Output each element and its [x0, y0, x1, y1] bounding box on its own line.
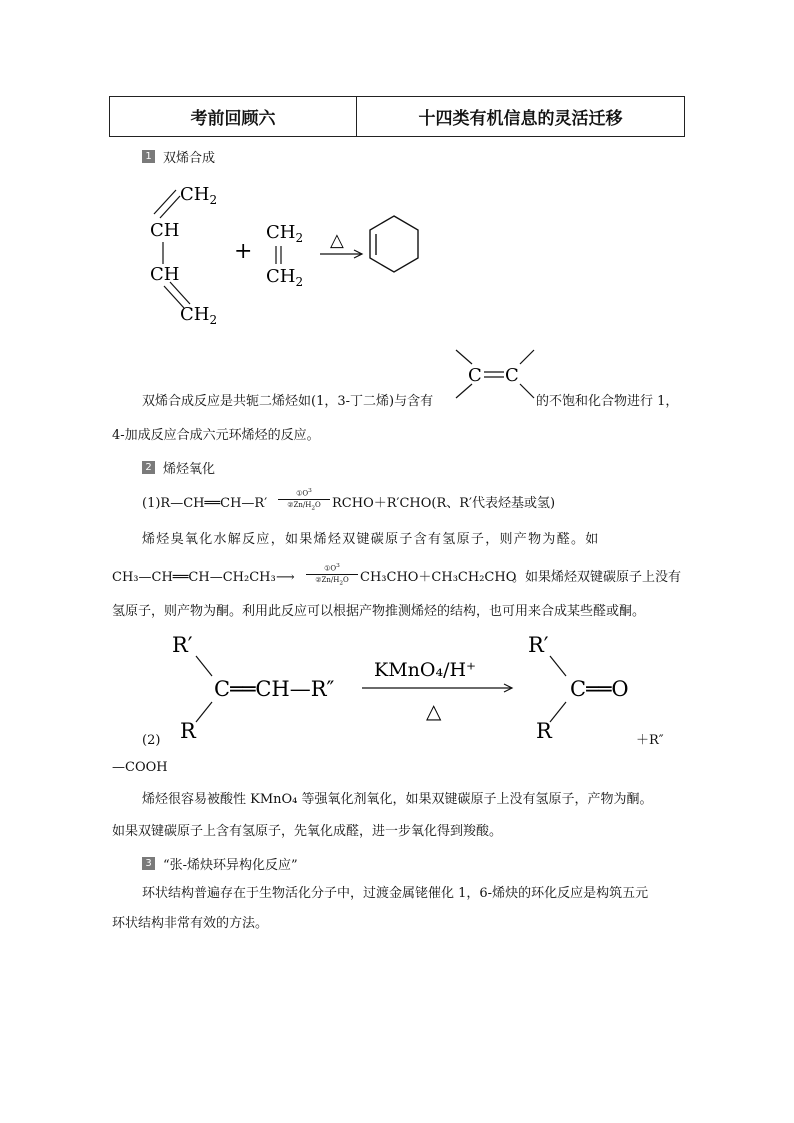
paragraph: 的不饱和化合物进行 1， — [536, 394, 679, 409]
bond-line — [196, 702, 212, 722]
double-bond-line — [154, 190, 176, 214]
bond-line — [456, 384, 472, 398]
diene-ch-1: CH — [150, 220, 180, 241]
equation-label: (2) — [142, 733, 161, 748]
diene-ch2-top: $CH_2$ — [180, 184, 218, 207]
double-bond-line — [170, 282, 190, 304]
bond-line — [520, 384, 534, 398]
equation-2-arrow: ⟶ — [276, 570, 295, 585]
paragraph: 4-加成反应合成六元环烯烃的反应。 — [112, 428, 320, 443]
condition-zinc: ②Zn/$H_2O$ — [287, 501, 321, 512]
r-group: R — [180, 719, 196, 743]
ethene-ch2-top: $CH_2$ — [266, 222, 304, 245]
alkene-carbon-right: C — [505, 365, 519, 386]
paragraph: 双烯合成反应是共轭二烯烃如(1，3-丁二烯)与含有 — [142, 394, 434, 409]
condition-ozone: $①O^3$ — [324, 563, 340, 573]
section-number-badge: 1 — [142, 150, 155, 163]
product-r-group: R — [536, 719, 552, 743]
paragraph: 烯烃臭氧化水解反应，如果烯烃双键碳原子含有氢原子，则产物为醛。如 — [142, 532, 600, 547]
paragraph: 环状结构非常有效的方法。 — [112, 916, 269, 931]
paragraph: 烯烃很容易被酸性 KMnO₄ 等强氧化剂氧化，如果双键碳原子上没有氢原子，产物为酮。 — [142, 792, 653, 807]
ethene-ch2-bottom: $CH_2$ — [266, 266, 304, 289]
condition-ozone: $①O^3$ — [296, 488, 312, 498]
heat-symbol: △ — [330, 230, 344, 251]
condition-zinc: ②Zn/$H_2O$ — [315, 576, 349, 587]
title-table — [109, 96, 685, 137]
equation-1-left: (1)R—CH══CH—R′ — [142, 496, 268, 511]
section-1-heading — [142, 147, 215, 166]
section-2-heading — [142, 458, 215, 477]
equation-2-left: CH₃—CH══CH—CH₂CH₃ — [112, 570, 276, 585]
diels-alder-scheme — [140, 176, 460, 331]
plus-sign: + — [234, 239, 253, 264]
byproduct-group: —COOH — [112, 760, 168, 775]
diene-ch2-bottom: $CH_2$ — [180, 304, 218, 327]
section-number-badge: 2 — [142, 461, 155, 474]
bond-line — [520, 350, 534, 364]
diene-ch-2: CH — [150, 264, 180, 285]
product-r-prime: R′ — [528, 633, 549, 657]
section-title: “张-烯炔环异构化反应” — [163, 858, 298, 873]
reaction-conditions — [278, 487, 330, 514]
alkene-chain: C══CH—R″ — [214, 677, 335, 701]
byproduct-label: ＋R″ — [636, 733, 664, 748]
equation-2-tail: 。如果烯烃双键碳原子上没有 — [512, 570, 682, 585]
bond-line — [550, 702, 566, 722]
condition-arrow — [306, 574, 358, 575]
paragraph: 如果双键碳原子上含有氢原子，先氧化成醛，进一步氧化得到羧酸。 — [112, 824, 503, 839]
paragraph: 环状结构普遍存在于生物活化分子中，过渡金属铑催化 1，6-烯炔的环化反应是构筑五元 — [142, 886, 649, 901]
topic-title: 十四类有机信息的灵活迁移 — [418, 109, 623, 129]
reagent-label: KMnO₄/H⁺ — [374, 659, 477, 681]
double-bond-line — [160, 196, 180, 218]
alkene-carbon-left: C — [468, 365, 482, 386]
section-number-badge: 3 — [142, 857, 155, 870]
bond-line — [196, 656, 212, 676]
r-prime-group: R′ — [172, 633, 193, 657]
bond-line — [550, 656, 566, 676]
chapter-title: 考前回顾六 — [110, 97, 357, 136]
cyclohexene-ring — [370, 216, 418, 272]
reaction-conditions — [306, 562, 358, 589]
condition-arrow — [278, 499, 330, 500]
bond-line — [456, 350, 472, 364]
equation-1-right: RCHO＋R′CHO(R、R′代表烃基或氢) — [332, 496, 556, 511]
section-3-heading — [142, 854, 298, 873]
ketone-carbonyl: C══O — [570, 677, 629, 701]
kmno4-oxidation-scheme — [140, 626, 660, 752]
paragraph: 氢原子，则产物为酮。利用此反应可以根据产物推测烯烃的结构，也可用来合成某些醛或酮。 — [112, 604, 646, 619]
section-title: 双烯合成 — [163, 151, 216, 166]
section-title: 烯烃氧化 — [163, 462, 216, 477]
alkene-structure — [450, 346, 540, 412]
heat-symbol: △ — [426, 699, 442, 723]
equation-2-right: CH₃CHO＋CH₃CH₂CHO — [360, 570, 517, 585]
